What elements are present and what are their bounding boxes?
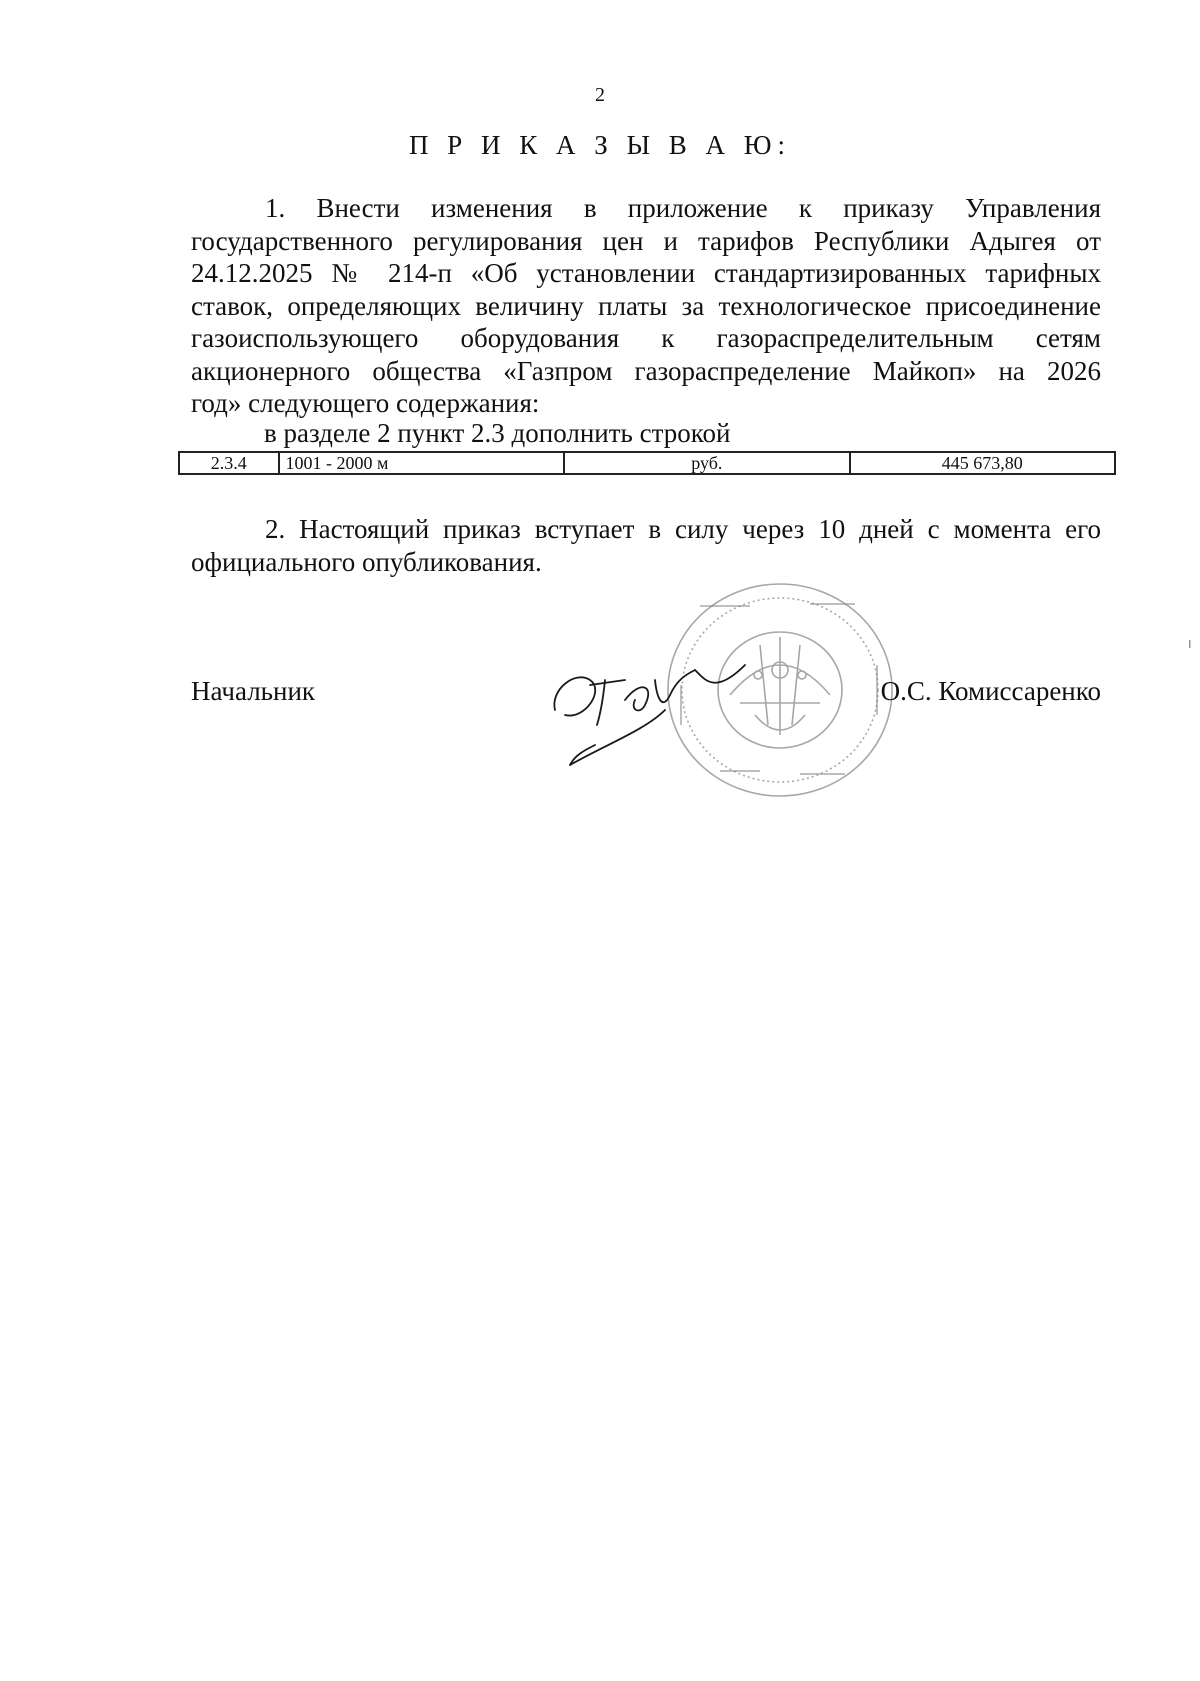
signer-position: Начальник bbox=[191, 676, 316, 706]
page-number: 2 bbox=[595, 84, 605, 106]
paragraph-2-line: 2. Настоящий приказ вступает в силу через 10 дней с момента его bbox=[265, 514, 1101, 544]
scan-artifact bbox=[1188, 640, 1192, 650]
paragraph-1-line: 1. Внести изменения в приложение к приказу Управления bbox=[265, 193, 1101, 223]
paragraph-1-line: год» следующего содержания: bbox=[191, 388, 540, 418]
order-heading: П Р И К А З Ы В А Ю: bbox=[408, 130, 792, 160]
table-cell-value: 445 673,80 bbox=[850, 452, 1115, 474]
paragraph-2-line: официального опубликования. bbox=[191, 546, 542, 577]
paragraph-1-line: газоиспользующего оборудования к газораспределительным сетям bbox=[191, 323, 1101, 353]
tariff-table bbox=[178, 451, 1116, 475]
insert-instruction: в разделе 2 пункт 2.3 дополнить строкой bbox=[264, 418, 731, 448]
paragraph-1-line: государственного регулирования цен и тарифов Республики Адыгея от bbox=[191, 225, 1101, 256]
table-row bbox=[179, 452, 1115, 474]
paragraph-1-line: 24.12.2025 № 214-п «Об установлении стандартизированных тарифных bbox=[191, 258, 1101, 288]
handwritten-signature bbox=[545, 640, 795, 790]
paragraph-1-line: ставок, определяющих величину платы за технологическое присоединение bbox=[191, 290, 1101, 321]
table-cell-unit: руб. bbox=[564, 452, 850, 474]
paragraph-1 bbox=[191, 192, 1101, 420]
table-cell-number: 2.3.4 bbox=[179, 452, 279, 474]
table-cell-range: 1001 - 2000 м bbox=[279, 452, 565, 474]
paragraph-1-line: акционерного общества «Газпром газораспределение Майкоп» на 2026 bbox=[191, 355, 1101, 386]
paragraph-2 bbox=[191, 513, 1101, 578]
signer-name: О.С. Комиссаренко bbox=[880, 676, 1101, 706]
